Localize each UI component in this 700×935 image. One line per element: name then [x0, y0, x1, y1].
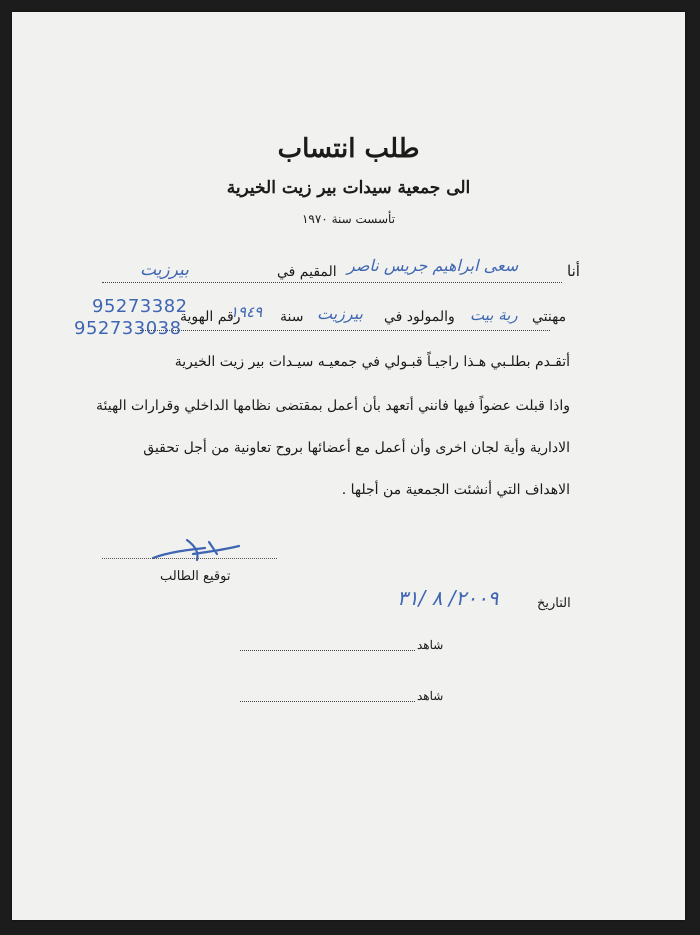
- form-title: طلب انتساب: [277, 134, 420, 164]
- label-id-number: رقم الهوية: [180, 309, 241, 325]
- label-born-in: والمولود في: [384, 309, 455, 325]
- witness-1-label: شاهد: [417, 638, 444, 652]
- profession-value: ربة بيت: [470, 306, 518, 324]
- label-i: أنا: [567, 262, 580, 280]
- label-resident-in: المقيم في: [277, 264, 337, 280]
- founded-year: تأسست سنة ١٩٧٠: [301, 212, 396, 226]
- form-sheet: [12, 12, 685, 920]
- signature-label: توقيع الطالب: [160, 569, 231, 584]
- birth-year-value: ١٩٤٩: [230, 303, 263, 321]
- label-year: سنة: [280, 309, 304, 325]
- applicant-name: سعى ابراهيم جريس ناصر: [347, 256, 519, 275]
- signature-line: [102, 558, 277, 559]
- id-number-1: 95273382: [92, 296, 188, 317]
- witness-2-label: شاهد: [417, 689, 444, 703]
- paragraph-line-3: الادارية وأية لجان اخرى وأن أعمل مع أعضائها بروح تعاونية من أجل تحقيق: [143, 440, 570, 456]
- paragraph-line-4: الاهداف التي أنشئت الجمعية من أجلها .: [341, 482, 570, 498]
- residence-place: بيرزيت: [140, 260, 189, 280]
- label-profession: مهنتي: [532, 309, 567, 325]
- line2-dotted: [140, 330, 550, 331]
- witness-2-line: [240, 701, 415, 702]
- applicant-signature: [147, 530, 247, 566]
- date-label: التاريخ: [537, 596, 571, 611]
- witness-1-line: [240, 650, 415, 651]
- id-number-2: 952733038: [74, 318, 182, 339]
- line1-dotted: [102, 282, 562, 283]
- association-name: الى جمعية سيدات بير زيت الخيرية: [226, 178, 471, 198]
- date-value: ٢٠٠٩/ ٨ /٣١: [397, 586, 499, 610]
- paragraph-line-2: واذا قبلت عضواً فيها فانني أتعهد بأن أعمل بمقتضى نظامها الداخلي وقرارات الهيئة: [96, 398, 570, 414]
- paragraph-line-1: أتقـدم بطلـبي هـذا راجيـاً قبـولي في جمعيـه سيـدات بير زيت الخيرية: [174, 354, 570, 370]
- birthplace-value: بيرزيت: [317, 304, 363, 323]
